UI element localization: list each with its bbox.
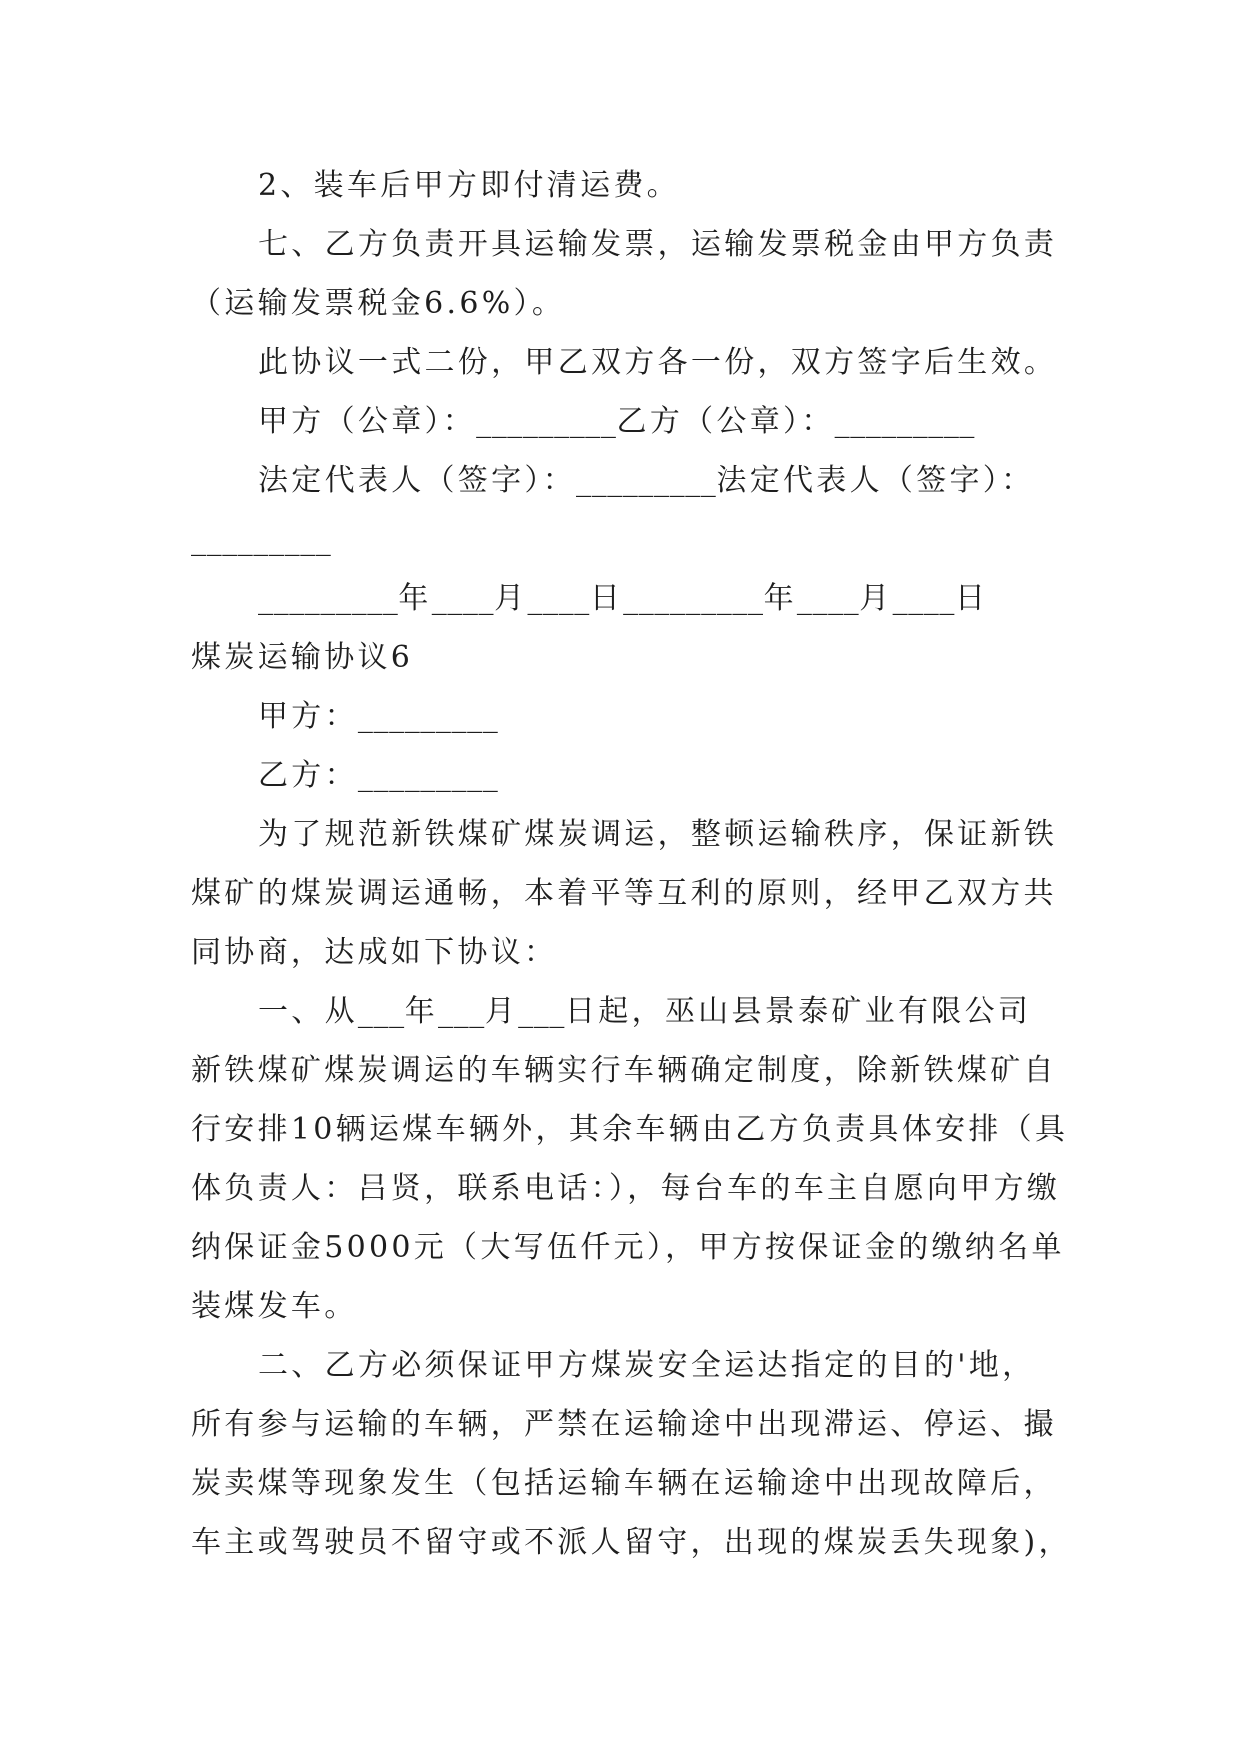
blank-underline: _________ (834, 404, 976, 439)
blank-underline: _________ (258, 581, 399, 616)
party-a-line: 甲方：_________ (258, 699, 499, 734)
clause-one-line: 体负责人：吕贤，联系电话：），每台车的车主自愿向甲方缴 (191, 1171, 1061, 1206)
date-line: _________年____月____日_________年____月____日 (258, 581, 989, 616)
preamble-line: 煤矿的煤炭调运通畅，本着平等互利的原则，经甲乙双方共 (191, 876, 1057, 911)
blank-underline: _________ (476, 404, 617, 439)
blank-underline: _________ (576, 463, 717, 498)
clause-one-line: 装煤发车。 (191, 1289, 358, 1324)
clause-one-line: 纳保证金5000元（大写伍仟元），甲方按保证金的缴纳名单 (191, 1230, 1065, 1265)
blank-underline: ____ (796, 581, 860, 616)
clause-two-line: 车主或驾驶员不留守或不派人留守，出现的煤炭丢失现象)， (191, 1525, 1072, 1560)
preamble-line: 为了规范新铁煤矿煤炭调运，整顿运输秩序，保证新铁 (258, 817, 1058, 852)
blank-underline: _________ (623, 581, 764, 616)
invoice-clause-line: 七、乙方负责开具运输发票，运输发票税金由甲方负责 (258, 227, 1058, 262)
representative-signature-line: 法定代表人（签字）：_________法定代表人（签字）： (258, 463, 1035, 498)
blank-underline: ___ (357, 994, 405, 1029)
blank-underline: ____ (892, 581, 955, 616)
payment-clause-line: 2、装车后甲方即付清运费。 (258, 168, 680, 203)
blank-underline: _________ (357, 699, 499, 734)
invoice-clause-line: （运输发票税金6.6%）。 (191, 286, 566, 321)
document-page (0, 156, 1241, 1572)
blank-underline: _________ (191, 522, 332, 557)
blank-underline: ___ (438, 994, 485, 1029)
representative-signature-blank (0, 510, 1241, 569)
clause-one-line: 一、从___年___月___日起，巫山县景泰矿业有限公司 (258, 994, 1032, 1029)
seal-signature-line: 甲方（公章）：_________乙方（公章）：_________ (258, 404, 976, 439)
agreement-title: 煤炭运输协议6 (191, 640, 414, 675)
blank-underline: ____ (527, 581, 590, 616)
copies-clause-line: 此协议一式二份，甲乙双方各一份，双方签字后生效。 (258, 345, 1058, 380)
clause-two-line: 所有参与运输的车辆，严禁在运输途中出现滞运、停运、撮 (191, 1407, 1057, 1442)
clause-two-line: 二、乙方必须保证甲方煤炭安全运达指定的目的'地， (258, 1348, 1036, 1383)
blank-underline: ___ (518, 994, 565, 1029)
blank-underline: _________ (357, 758, 499, 793)
clause-one-line: 行安排10辆运煤车辆外，其余车辆由乙方负责具体安排（具 (191, 1112, 1069, 1147)
clause-one-line: 新铁煤矿煤炭调运的车辆实行车辆确定制度，除新铁煤矿自 (191, 1053, 1057, 1088)
blank-underline: ____ (431, 581, 495, 616)
party-b-line: 乙方：_________ (258, 758, 499, 793)
preamble-line: 同协商，达成如下协议： (191, 935, 558, 970)
clause-two-line: 炭卖煤等现象发生（包括运输车辆在运输途中出现故障后， (191, 1466, 1057, 1501)
